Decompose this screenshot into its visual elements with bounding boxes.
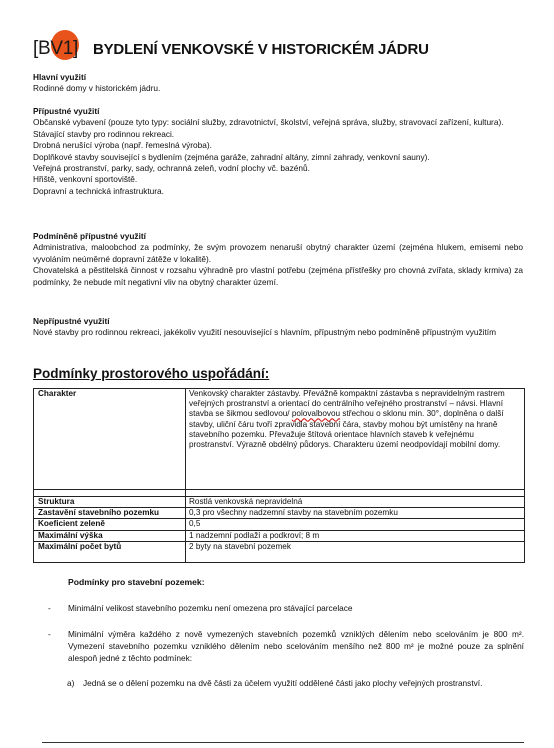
spacer-cell [186,490,525,497]
text-part: střechou o sklonu min. 30°, doplněna o další stavby, uliční čáru tvoří zpravidla stavební čára, stavby mohou být umístěny na hraně stavebního pozemku. Převažuje štítová orientace hlavních staveb k veřejnému prostranství. Výrazně obdélný půdorys. Charakteru území neodpovídají mobilní domy. [189,409,504,450]
row-label: Charakter [34,389,186,490]
list-item-text: Minimální velikost stavebního pozemku není omezena pro stávající parcelace [68,603,353,613]
row-value: 0,3 pro všechny nadzemní stavby na stavebním pozemku [186,508,525,519]
dash-bullet: - [48,629,51,639]
table-row [34,519,525,530]
section-nepripustne [33,316,523,339]
table-row [34,389,525,490]
row-value: 1 nadzemní podlaží a podkroví; 8 m [186,530,525,541]
section-heading: Podmíněně přípustné využití [33,231,146,241]
pozemek-heading: Podmínky pro stavební pozemek: [68,577,205,587]
section-heading: Nepřípustné využití [33,316,110,326]
text-part: Venkovský charakter zástavby. Převážně kompaktní zástavba s nepravidelným rastrem veřejných prostranství a orientací do centrálního veřejného prostranství – návsi. Hlavní stavba se šikmou sedlovou/ [189,389,505,419]
row-label: Koeficient zeleně [34,519,186,530]
list-item-text: Minimální výměra každého z nově vymezených stavebních pozemků vzniklých dělením nebo scelováním je 800 m². Vymezení stavebního pozemku vzniklého dělením nebo scelováním menšího než 800 m² je možné pouze za splnění alespoň jedné z těchto podmínek: [68,629,524,663]
section-hlavni [33,72,523,95]
section-pripustne [33,106,523,197]
row-label: Zastavění stavebního pozemku [34,508,186,519]
zone-code: [BV1] [33,38,78,59]
row-label: Maximální výška [34,530,186,541]
section-heading-prostorove: Podmínky prostorového uspořádání: [33,366,270,381]
document-title: BYDLENÍ VENKOVSKÉ V HISTORICKÉM JÁDRU [93,40,429,58]
row-value: Rostlá venkovská nepravidelná [186,497,525,508]
table-row [34,541,525,562]
zone-code-badge [33,38,89,60]
paragraph: Občanské vybavení (pouze tyto typy: sociální služby, zdravotnictví, školství, veřejná správa, služby, stravovací zařízení, kultura). [33,117,504,128]
table-spacer-row [34,490,525,497]
document-header [33,38,429,60]
row-label: Struktura [34,497,186,508]
list-item [48,628,524,664]
row-value [186,389,525,490]
paragraph: Veřejná prostranství, parky, sady, ochranná zeleň, vodní plochy vč. bazénů. [33,163,310,174]
paragraph: Rodinné domy v historickém jádru. [33,83,161,94]
paragraph: Stávající stavby pro rodinnou rekreaci. [33,128,175,139]
list-item [48,602,524,614]
charakter-text [189,389,507,450]
section-heading: Přípustné využití [33,106,100,116]
spacer-cell [34,490,186,497]
sub-list-marker: a) [67,678,75,688]
table-row [34,497,525,508]
paragraph: Dopravní a technická infrastruktura. [33,185,164,196]
paragraph: Nové stavby pro rodinnou rekreaci, jakékoliv využití nesouvisející s hlavním, přípustným nebo podmíněně přípustným využitím [33,327,496,338]
paragraph: Drobná nerušící výroba (např. řemeslná výroba). [33,140,212,151]
paragraph: Administrativa, maloobchod za podmínky, že svým provozem nenaruší obytný charakter území (zejména hlukem, emisemi nebo vyvoláním neúměrné dopravní zátěže v lokalitě). [33,242,523,264]
footer-divider [42,742,524,743]
section-heading: Hlavní využití [33,72,87,82]
paragraph: Doplňkové stavby související s bydlením (zejména garáže, zahradní altány, zimní zahrady, venkovní sauny). [33,151,430,162]
table-row [34,508,525,519]
sub-list-item [67,677,523,689]
row-value: 0,5 [186,519,525,530]
dash-bullet: - [48,603,51,613]
paragraph: Hřiště, venkovní sportoviště. [33,174,138,185]
row-label: Maximální počet bytů [34,541,186,562]
row-value: 2 byty na stavební pozemek [186,541,525,562]
text-part-spellcheck: polovalbovou [291,409,341,419]
sub-list-item-text: Jedná se o dělení pozemku na dvě části za účelem využití oddělené části jako plochy veřejných prostranství. [83,678,483,688]
table-row [34,530,525,541]
section-podminene [33,231,523,288]
conditions-table [33,388,525,563]
paragraph: Chovatelská a pěstitelská činnost v rozsahu výhradně pro vlastní potřebu (zejména přístřešky pro chovná zvířata, sklady krmiva) za podmínky, že nebude mít negativní vliv na obytný charakter území. [33,265,523,287]
